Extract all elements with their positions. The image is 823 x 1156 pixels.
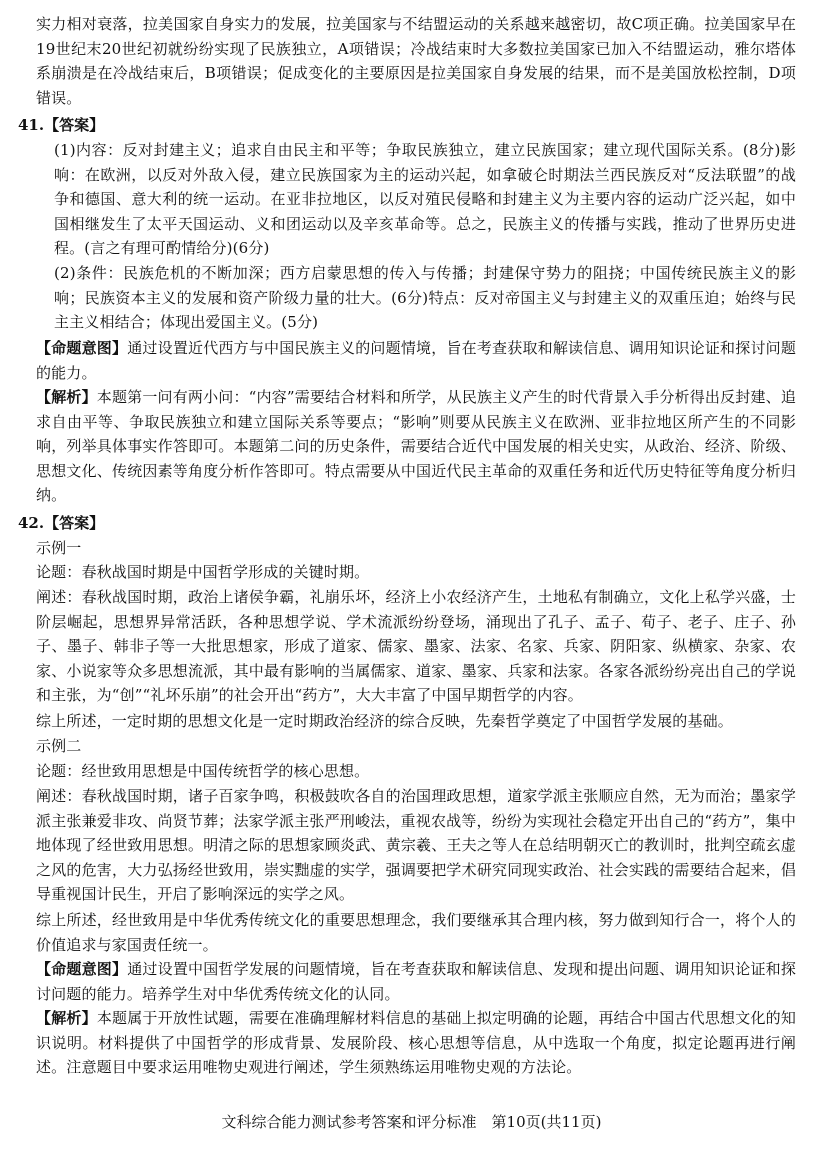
- intro-paragraph: 实力相对衰落，拉美国家自身实力的发展，拉美国家与不结盟运动的关系越来越密切，故C项正确。拉美国家早在19世纪末20世纪初就纷纷实现了民族独立，A项错误；冷战结束时大多数拉美国家已加入不结盟运动，雅尔塔体系崩溃是在冷战结束后，B项错误；促成变化的主要原因是拉美国家自身发展的结果，而不是美国放松控制，D项错误。: [36, 15, 796, 107]
- q42-intent: [36, 957, 796, 1006]
- q41-part2: (2)条件：民族危机的不断加深；西方启蒙思想的传入与传播；封建保守势力的阻挠；中国传统民族主义的影响；民族资本主义的发展和资产阶级力量的壮大。(6分)特点：反对帝国主义与封建主义的双重压迫；始终与民主主义相结合；体现出爱国主义。(5分): [54, 264, 796, 331]
- q41-part1: (1)内容：反对封建主义；追求自由民主和平等；争取民族独立，建立民族国家；建立现代国际关系。(8分)影响：在欧洲，以反对外敌入侵，建立民族国家为主的运动兴起，如拿破仑时期法兰西民族反对“反法联盟”的战争和德国、意大利的统一运动。在亚非拉地区，以反对殖民侵略和封建主义为主要内容的运动广泛兴起，如中国相继发生了太平天国运动、义和团运动以及辛亥革命等。总之，民族主义的传播与实践，推动了世界历史进程。(言之有理可酌情给分)(6分): [54, 141, 796, 257]
- example2-body: 阐述：春秋战国时期，诸子百家争鸣，积极鼓吹各自的治国理政思想，道家学派主张顺应自然，无为而治；墨家学派主张兼爱非攻、尚贤节葬；法家学派主张严刑峻法，重视农战等，纷纷为实现社会稳定开出自己的“药方”，集中地体现了经世致用思想。明清之际的思想家顾炎武、黄宗羲、王夫之等人在总结明朝灭亡的教训时，批判空疏玄虚之风的危害，大力弘扬经世致用，崇实黜虚的实学，强调要把学术研究同现实政治、社会实践的需要结合起来，倡导重视国计民生，开启了影响深远的实学之风。: [36, 787, 796, 903]
- q42-header: 42.【答案】: [18, 514, 105, 532]
- q41-analysis: [36, 385, 796, 508]
- page-footer: 文科综合能力测试参考答案和评分标准 第10页(共11页): [221, 1113, 602, 1131]
- example1-conclusion: 综上所述，一定时期的思想文化是一定时期政治经济的综合反映，先秦哲学奠定了中国哲学发展的基础。: [36, 712, 733, 730]
- example1-thesis: 论题：春秋战国时期是中国哲学形成的关键时期。: [36, 563, 370, 581]
- intent-text: 通过设置近代西方与中国民族主义的问题情境，旨在考查获取和解读信息、调用知识论证和探讨问题的能力。: [36, 339, 797, 382]
- intent-tag: 【命题意图】: [36, 339, 128, 357]
- analysis-text: 本题第一问有两小问：“内容”需要结合材料和所学，从民族主义产生的时代背景入手分析得出反封建、追求自由平等、争取民族独立和建立国际关系等要点；“影响”则要从民族主义在欧洲、亚非拉地区所产生的不同影响，列举具体事实作答即可。本题第二问的历史条件，需要结合近代中国发展的相关史实，从政治、经济、阶级、思想文化、传统因素等角度分析作答即可。特点需要从中国近代民主革命的双重任务和近代历史特征等角度分析归纳。: [36, 388, 796, 504]
- example2-thesis: 论题：经世致用思想是中国传统哲学的核心思想。: [36, 762, 370, 780]
- analysis-tag: 【解析】: [36, 1009, 97, 1027]
- q41-header: 41.【答案】: [18, 116, 105, 134]
- example2-title: 示例二: [36, 737, 82, 755]
- example2-conclusion: 综上所述，经世致用是中华优秀传统文化的重要思想理念，我们要继承其合理内核，努力做到知行合一，将个人的价值追求与家国责任统一。: [36, 911, 796, 954]
- q42-analysis: [36, 1006, 796, 1080]
- intent-tag: 【命题意图】: [36, 960, 128, 978]
- example1-title: 示例一: [36, 539, 82, 557]
- example1-body: 阐述：春秋战国时期，政治上诸侯争霸，礼崩乐坏，经济上小农经济产生，土地私有制确立，文化上私学兴盛，士阶层崛起，思想界异常活跃，各种思想学说、学术流派纷纷登场，涌现出了孔子、孟子、荀子、老子、庄子、孙子、墨子、韩非子等一大批思想家，形成了道家、儒家、墨家、法家、名家、兵家、阴阳家、纵横家、杂家、农家、小说家等众多思想流派，其中最有影响的当属儒家、道家、墨家、兵家和法家。各家各派纷纷亮出自己的学说和主张，为“创”“礼坏乐崩”的社会开出“药方”，大大丰富了中国早期哲学的内容。: [36, 588, 796, 704]
- intent-text: 通过设置中国哲学发展的问题情境，旨在考查获取和解读信息、发现和提出问题、调用知识论证和探讨问题的能力。培养学生对中华优秀传统文化的认同。: [36, 960, 797, 1003]
- analysis-tag: 【解析】: [36, 388, 97, 406]
- q41-intent: [36, 336, 796, 385]
- analysis-text: 本题属于开放性试题，需要在准确理解材料信息的基础上拟定明确的论题，再结合中国古代思想文化的知识说明。材料提供了中国哲学的形成背景、发展阶段、核心思想等信息，从中选取一个角度，拟定论题再进行阐述。注意题目中要求运用唯物史观进行阐述，学生须熟练运用唯物史观的方法论。: [36, 1009, 796, 1076]
